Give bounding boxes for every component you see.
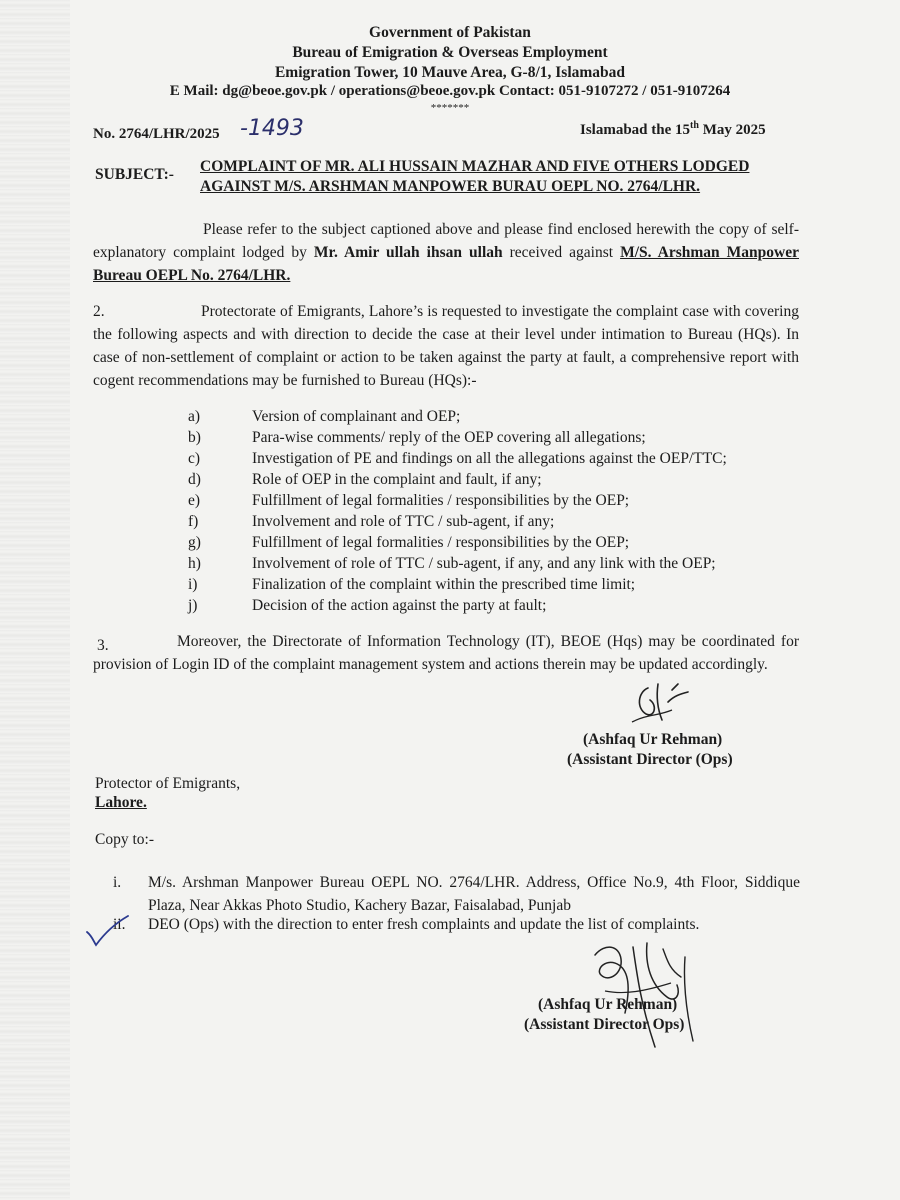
list-item-text: Decision of the action against the party at fault; [252, 597, 547, 614]
list-item [0, 576, 900, 597]
subject-line-1: COMPLAINT OF MR. ALI HUSSAIN MAZHAR AND FIVE OTHERS LODGED [200, 158, 750, 175]
place-and-date [580, 120, 766, 139]
copy-item-1-number: i. [113, 874, 122, 891]
list-item-text: Para-wise comments/ reply of the OEP covering all allegations; [252, 429, 646, 446]
list-item [0, 597, 900, 618]
list-item-text: Finalization of the complaint within the prescribed time limit; [252, 576, 636, 593]
header-line-contact: E Mail: dg@beoe.gov.pk / operations@beoe.gov.pk Contact: 051-9107272 / 051-9107264 [169, 83, 731, 99]
header-line-government: Government of Pakistan [369, 24, 531, 41]
check-mark-icon [84, 914, 130, 948]
addressee-line-1: Protector of Emigrants, [95, 775, 241, 792]
addressee-line-2: Lahore. [95, 794, 147, 811]
list-item-letter: h) [188, 555, 201, 572]
header-line-bureau: Bureau of Emigration & Overseas Employment [292, 44, 608, 61]
header-stars: ******* [430, 102, 470, 114]
date-suffix: May 2025 [698, 122, 766, 138]
list-item [0, 492, 900, 513]
list-item-letter: c) [188, 450, 201, 467]
paragraph-1-text-b: received against [502, 244, 621, 261]
complainant-name: Mr. Amir ullah ihsan ullah [313, 244, 503, 261]
date-superscript: th [690, 120, 699, 131]
header-line-address: Emigration Tower, 10 Mauve Area, G-8/1, Islamabad [274, 64, 626, 81]
list-item [0, 450, 900, 471]
signature-initials-1 [628, 680, 698, 730]
signatory-2-designation: (Assistant Director Ops) [524, 1016, 685, 1033]
list-item-text: Version of complainant and OEP; [252, 408, 461, 425]
list-item [0, 534, 900, 555]
oep-party-name: M/S. Arshman Manpower Bureau OEPL No. 2764/LHR. [93, 244, 799, 284]
signatory-2-name: (Ashfaq Ur Rehman) [538, 996, 678, 1013]
list-item [0, 408, 900, 429]
signatory-1-name: (Ashfaq Ur Rehman) [583, 731, 723, 748]
date-prefix: Islamabad the 15 [580, 122, 691, 138]
list-item [0, 555, 900, 576]
copy-to-label: Copy to:- [95, 831, 154, 848]
list-item-text: Involvement of role of TTC / sub-agent, if any, and any link with the OEP; [252, 555, 716, 572]
paragraph-3: Moreover, the Directorate of Information Technology (IT), BEOE (Hqs) may be coordinated for provision of Login ID of the complaint management system and actions therein may be updated accordingly. [93, 633, 799, 673]
copy-item-2-number: ii. [113, 916, 126, 933]
paragraph-2-number: 2. [93, 303, 105, 320]
list-item-letter: g) [188, 534, 201, 551]
handwritten-diary-number: -1493 [240, 116, 304, 141]
copy-item-1-text: M/s. Arshman Manpower Bureau OEPL NO. 2764/LHR. Address, Office No.9, 4th Floor, Siddique Plaza, Near Akkas Photo Studio, Kachery Bazar, Faisalabad, Punjab [148, 874, 800, 914]
paragraph-1 [93, 218, 799, 287]
list-item [0, 471, 900, 492]
signature-2 [585, 935, 705, 1055]
list-item-letter: i) [188, 576, 198, 593]
reference-number: No. 2764/LHR/2025 [93, 126, 220, 142]
paragraph-1-text-a: Please refer to the subject captioned above and please find enclosed herewith the copy of self-explanatory complaint lodged by [93, 221, 799, 261]
list-item-letter: f) [188, 513, 199, 530]
list-item-letter: b) [188, 429, 201, 446]
signatory-1-designation: (Assistant Director (Ops) [567, 751, 733, 768]
subject-line-2: AGAINST M/S. ARSHMAN MANPOWER BURAU OEPL NO. 2764/LHR. [200, 178, 701, 195]
list-item-text: Fulfillment of legal formalities / responsibilities by the OEP; [252, 492, 630, 509]
list-item-text: Investigation of PE and findings on all the allegations against the OEP/TTC; [252, 450, 727, 467]
list-item [0, 513, 900, 534]
paragraph-2: Protectorate of Emigrants, Lahore’s is requested to investigate the complaint case with covering the following aspects and with direction to decide the case at their level under intimation to Bureau (HQs). In case of non-settlement of complaint or action to be taken against the party at fault, a comprehensive report with cogent recommendations may be furnished to Bureau (HQs):- [93, 303, 799, 389]
list-item-text: Role of OEP in the complaint and fault, if any; [252, 471, 542, 488]
list-item-letter: d) [188, 471, 201, 488]
list-item-letter: j) [188, 597, 198, 614]
list-item-letter: a) [188, 408, 201, 425]
paragraph-3-number: 3. [97, 637, 109, 654]
list-item-text: Fulfillment of legal formalities / responsibilities by the OEP; [252, 534, 630, 551]
list-item-letter: e) [188, 492, 201, 509]
list-item [0, 429, 900, 450]
copy-item-2-text: DEO (Ops) with the direction to enter fresh complaints and update the list of complaints. [148, 916, 700, 933]
subject-label: SUBJECT:- [95, 166, 174, 183]
list-item-text: Involvement and role of TTC / sub-agent, if any; [252, 513, 555, 530]
